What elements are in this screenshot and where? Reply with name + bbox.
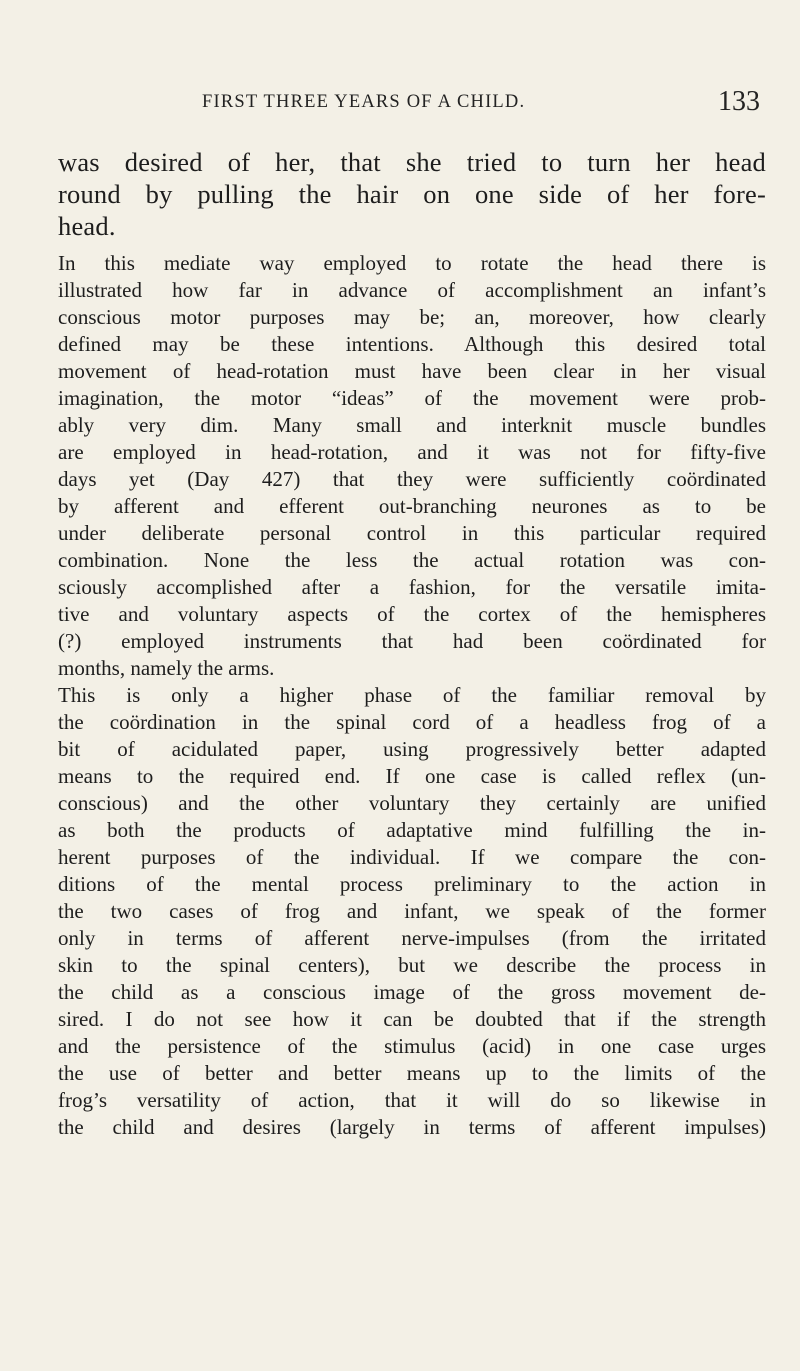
text-line: sired. I do not see how it can be doubted that if the strength — [58, 1007, 766, 1031]
text-line: bit of acidulated paper, using progressively better adapted — [58, 737, 766, 761]
text-line: (?) employed instruments that had been coördinated for — [58, 629, 766, 653]
running-header — [60, 88, 760, 122]
text-line: means to the required end. If one case is called reflex (un- — [58, 764, 766, 788]
text-line: the child and desires (largely in terms of afferent impulses) — [58, 1115, 766, 1139]
text-line: defined may be these intentions. Although this desired total — [58, 332, 766, 356]
text-line: the child as a conscious image of the gross movement de- — [58, 980, 766, 1004]
text-line: months, namely the arms. — [58, 656, 275, 680]
paragraph-2 — [58, 682, 766, 1141]
text-line: are employed in head-rotation, and it was not for fifty-five — [58, 440, 766, 464]
text-line: the use of better and better means up to the limits of the — [58, 1061, 766, 1085]
text-line: movement of head-rotation must have been clear in her visual — [58, 359, 766, 383]
header-title: FIRST THREE YEARS OF A CHILD. — [202, 92, 526, 112]
text-line: round by pulling the hair on one side of her fore- — [58, 179, 766, 209]
text-line: head. — [58, 211, 116, 241]
text-line: In this mediate way employed to rotate the head there is — [58, 251, 766, 275]
text-line: tive and voluntary aspects of the cortex of the hemispheres — [58, 602, 766, 626]
text-line: the coördination in the spinal cord of a headless frog of a — [58, 710, 766, 734]
text-line: under deliberate personal control in this particular required — [58, 521, 766, 545]
text-line: illustrated how far in advance of accomplishment an infant’s — [58, 278, 766, 302]
text-line: only in terms of afferent nerve-impulses (from the irritated — [58, 926, 766, 950]
text-line: as both the products of adaptative mind fulfilling the in- — [58, 818, 766, 842]
text-line: frog’s versatility of action, that it will do so likewise in — [58, 1088, 766, 1112]
text-line: by afferent and efferent out-branching neurones as to be — [58, 494, 766, 518]
text-line: days yet (Day 427) that they were sufficiently coördinated — [58, 467, 766, 491]
text-line: was desired of her, that she tried to turn her head — [58, 147, 766, 177]
text-line: skin to the spinal centers), but we describe the process in — [58, 953, 766, 977]
page-number: 133 — [718, 86, 760, 117]
paragraph-1 — [58, 250, 766, 682]
text-line: This is only a higher phase of the familiar removal by — [58, 683, 766, 707]
text-line: conscious) and the other voluntary they certainly are unified — [58, 791, 766, 815]
text-line: sciously accomplished after a fashion, for the versatile imita- — [58, 575, 766, 599]
continuation-paragraph — [58, 146, 766, 242]
body-text — [58, 146, 766, 1141]
text-line: herent purposes of the individual. If we compare the con- — [58, 845, 766, 869]
text-line: combination. None the less the actual rotation was con- — [58, 548, 766, 572]
text-line: and the persistence of the stimulus (acid) in one case urges — [58, 1034, 766, 1058]
text-line: conscious motor purposes may be; an, moreover, how clearly — [58, 305, 766, 329]
text-line: the two cases of frog and infant, we speak of the former — [58, 899, 766, 923]
text-line: imagination, the motor “ideas” of the movement were prob- — [58, 386, 766, 410]
text-line: ditions of the mental process preliminary to the action in — [58, 872, 766, 896]
text-line: ably very dim. Many small and interknit muscle bundles — [58, 413, 766, 437]
